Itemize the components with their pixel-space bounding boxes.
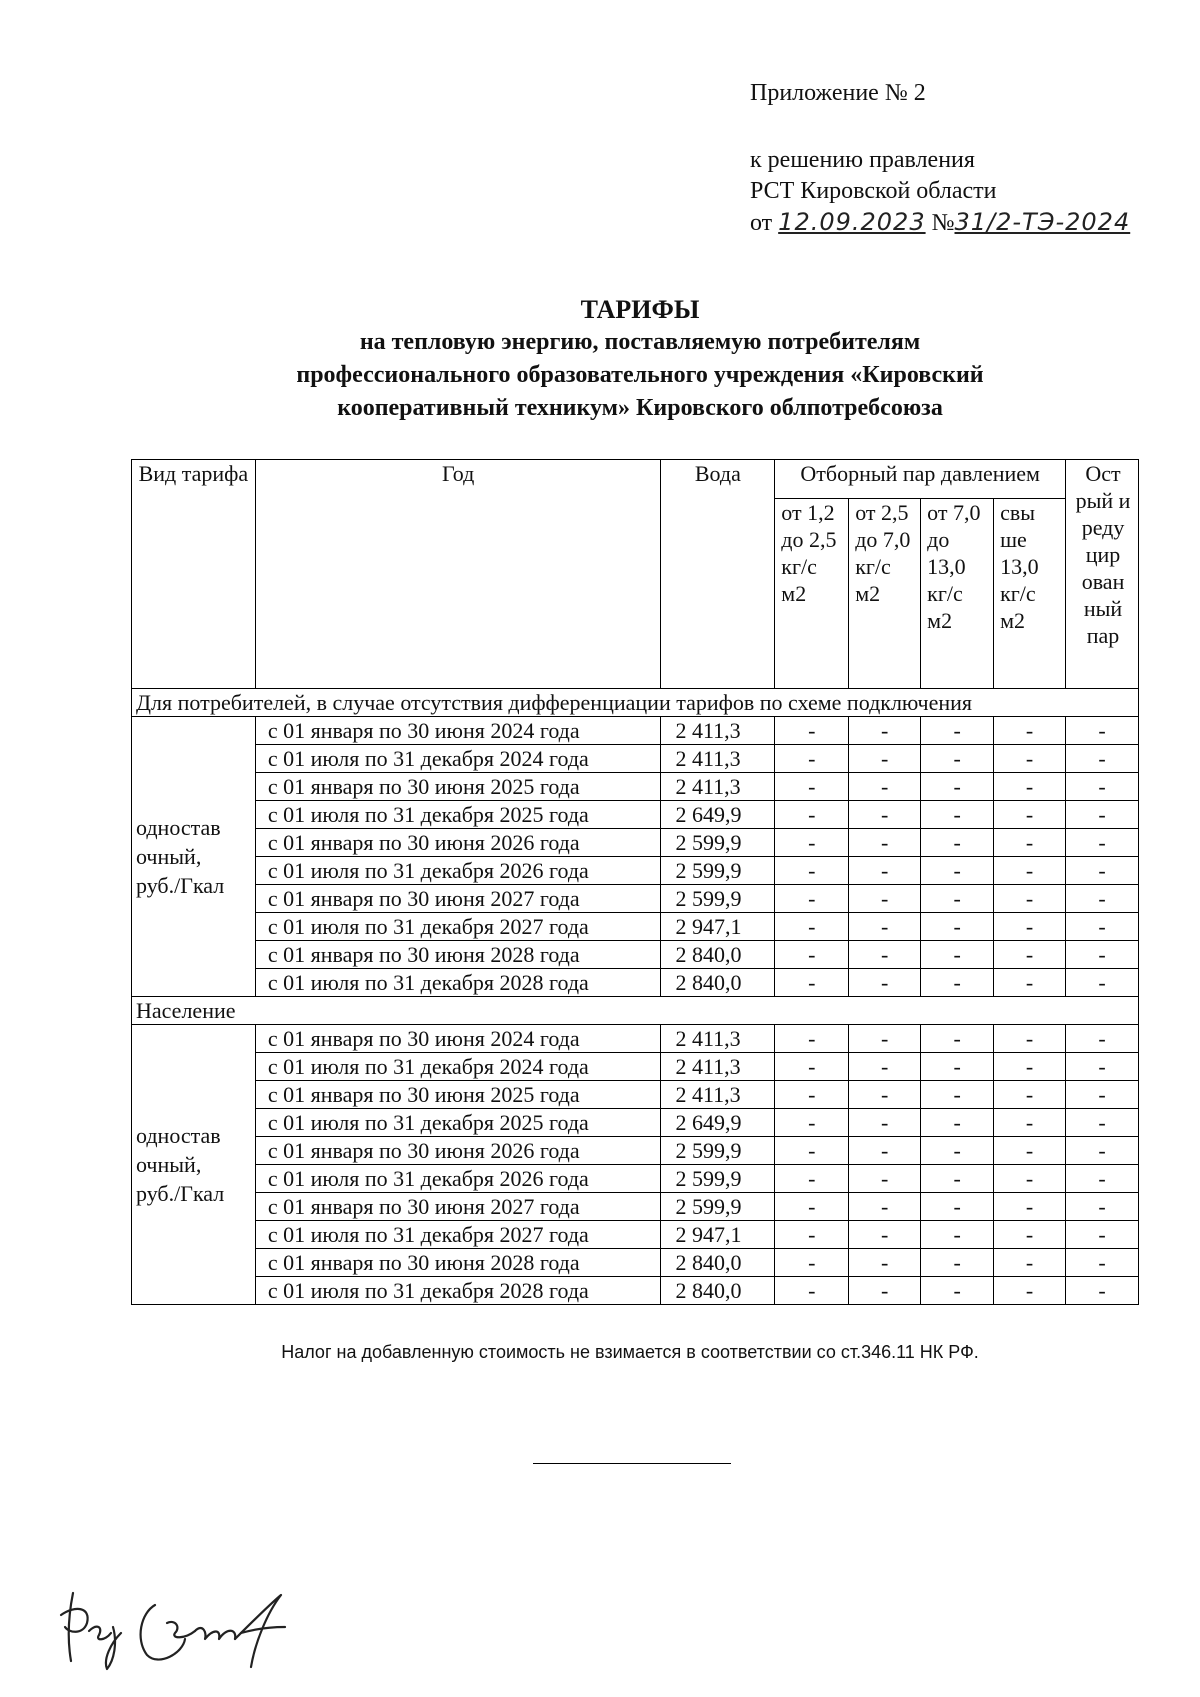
steam-1-cell: - bbox=[775, 1081, 849, 1109]
steam-2-cell: - bbox=[849, 1277, 921, 1305]
steam-1-cell: - bbox=[775, 745, 849, 773]
water-tariff-cell: 2 599,9 bbox=[661, 885, 775, 913]
water-tariff-cell: 2 411,3 bbox=[661, 1025, 775, 1053]
table-row bbox=[132, 1109, 1139, 1137]
sharp-steam-cell: - bbox=[1066, 1109, 1139, 1137]
steam-2-cell: - bbox=[849, 1081, 921, 1109]
steam-1-cell: - bbox=[775, 1109, 849, 1137]
period-cell: с 01 января по 30 июня 2028 года bbox=[255, 1249, 661, 1277]
steam-1-cell: - bbox=[775, 885, 849, 913]
header-kind: Вид тарифа bbox=[132, 460, 256, 689]
steam-2-cell: - bbox=[849, 857, 921, 885]
sharp-steam-cell: - bbox=[1066, 1137, 1139, 1165]
table-row bbox=[132, 1193, 1139, 1221]
period-cell: с 01 июля по 31 декабря 2024 года bbox=[255, 745, 661, 773]
table-row bbox=[132, 1137, 1139, 1165]
water-tariff-cell: 2 649,9 bbox=[661, 1109, 775, 1137]
steam-3-cell: - bbox=[921, 913, 994, 941]
steam-4-cell: - bbox=[994, 1249, 1066, 1277]
sharp-steam-cell: - bbox=[1066, 941, 1139, 969]
steam-3-cell: - bbox=[921, 1277, 994, 1305]
closing-rule bbox=[533, 1463, 731, 1464]
period-cell: с 01 января по 30 июня 2024 года bbox=[255, 717, 661, 745]
header-sharp-steam: Ост рый и реду цир ован ный пар bbox=[1066, 460, 1139, 689]
period-cell: с 01 июля по 31 декабря 2025 года bbox=[255, 801, 661, 829]
period-cell: с 01 июля по 31 декабря 2025 года bbox=[255, 1109, 661, 1137]
signature-icon bbox=[55, 1583, 315, 1678]
period-cell: с 01 июля по 31 декабря 2027 года bbox=[255, 913, 661, 941]
water-tariff-cell: 2 947,1 bbox=[661, 1221, 775, 1249]
sharp-steam-cell: - bbox=[1066, 745, 1139, 773]
vat-note: Налог на добавленную стоимость не взимается в соответствии со ст.346.11 НК РФ. bbox=[281, 1342, 979, 1362]
steam-3-cell: - bbox=[921, 801, 994, 829]
period-cell: с 01 января по 30 июня 2026 года bbox=[255, 1137, 661, 1165]
steam-3-cell: - bbox=[921, 1081, 994, 1109]
sharp-steam-cell: - bbox=[1066, 1025, 1139, 1053]
steam-4-cell: - bbox=[994, 1109, 1066, 1137]
period-cell: с 01 июля по 31 декабря 2028 года bbox=[255, 969, 661, 997]
water-tariff-cell: 2 840,0 bbox=[661, 941, 775, 969]
water-tariff-cell: 2 599,9 bbox=[661, 1165, 775, 1193]
sharp-steam-cell: - bbox=[1066, 717, 1139, 745]
section-row bbox=[132, 997, 1139, 1025]
steam-1-cell: - bbox=[775, 969, 849, 997]
steam-4-cell: - bbox=[994, 829, 1066, 857]
table-row bbox=[132, 913, 1139, 941]
header-steam-4: свы ше 13,0 кг/с м2 bbox=[994, 499, 1066, 689]
section-title: Для потребителей, в случае отсутствия дифференциации тарифов по схеме подключения bbox=[132, 689, 1139, 717]
steam-1-cell: - bbox=[775, 1137, 849, 1165]
steam-2-cell: - bbox=[849, 1137, 921, 1165]
steam-2-cell: - bbox=[849, 773, 921, 801]
table-row bbox=[132, 745, 1139, 773]
steam-1-cell: - bbox=[775, 1053, 849, 1081]
steam-2-cell: - bbox=[849, 829, 921, 857]
period-cell: с 01 июля по 31 декабря 2026 года bbox=[255, 1165, 661, 1193]
period-cell: с 01 января по 30 июня 2026 года bbox=[255, 829, 661, 857]
table-row bbox=[132, 717, 1139, 745]
sharp-steam-cell: - bbox=[1066, 1193, 1139, 1221]
table-row bbox=[132, 857, 1139, 885]
header-water: Вода bbox=[661, 460, 775, 689]
steam-3-cell: - bbox=[921, 1109, 994, 1137]
table-row bbox=[132, 1221, 1139, 1249]
steam-3-cell: - bbox=[921, 829, 994, 857]
steam-2-cell: - bbox=[849, 1109, 921, 1137]
sharp-steam-cell: - bbox=[1066, 801, 1139, 829]
steam-1-cell: - bbox=[775, 857, 849, 885]
water-tariff-cell: 2 599,9 bbox=[661, 829, 775, 857]
steam-1-cell: - bbox=[775, 913, 849, 941]
sharp-steam-cell: - bbox=[1066, 1053, 1139, 1081]
steam-2-cell: - bbox=[849, 885, 921, 913]
steam-2-cell: - bbox=[849, 717, 921, 745]
table-row bbox=[132, 1165, 1139, 1193]
steam-3-cell: - bbox=[921, 1137, 994, 1165]
appendix-date-line bbox=[750, 207, 1130, 239]
steam-1-cell: - bbox=[775, 941, 849, 969]
sharp-steam-cell: - bbox=[1066, 885, 1139, 913]
period-cell: с 01 января по 30 июня 2027 года bbox=[255, 885, 661, 913]
steam-4-cell: - bbox=[994, 941, 1066, 969]
steam-1-cell: - bbox=[775, 1025, 849, 1053]
steam-3-cell: - bbox=[921, 1221, 994, 1249]
steam-4-cell: - bbox=[994, 1221, 1066, 1249]
document-title bbox=[0, 293, 1200, 425]
water-tariff-cell: 2 649,9 bbox=[661, 801, 775, 829]
steam-4-cell: - bbox=[994, 1053, 1066, 1081]
water-tariff-cell: 2 840,0 bbox=[661, 969, 775, 997]
steam-2-cell: - bbox=[849, 801, 921, 829]
sharp-steam-cell: - bbox=[1066, 1081, 1139, 1109]
tariff-kind: одностав очный, руб./Гкал bbox=[132, 1025, 256, 1305]
water-tariff-cell: 2 411,3 bbox=[661, 717, 775, 745]
title-main: ТАРИФЫ bbox=[580, 295, 700, 324]
appendix-decision-line: к решению правления bbox=[750, 147, 975, 173]
sharp-steam-cell: - bbox=[1066, 857, 1139, 885]
table-row bbox=[132, 773, 1139, 801]
steam-4-cell: - bbox=[994, 969, 1066, 997]
steam-1-cell: - bbox=[775, 773, 849, 801]
steam-1-cell: - bbox=[775, 1165, 849, 1193]
sharp-steam-cell: - bbox=[1066, 913, 1139, 941]
steam-1-cell: - bbox=[775, 1193, 849, 1221]
water-tariff-cell: 2 599,9 bbox=[661, 1193, 775, 1221]
header-row-1 bbox=[132, 460, 1139, 499]
steam-2-cell: - bbox=[849, 969, 921, 997]
table-row bbox=[132, 829, 1139, 857]
steam-4-cell: - bbox=[994, 1137, 1066, 1165]
steam-3-cell: - bbox=[921, 717, 994, 745]
steam-2-cell: - bbox=[849, 1025, 921, 1053]
steam-3-cell: - bbox=[921, 1193, 994, 1221]
table-row bbox=[132, 1249, 1139, 1277]
steam-3-cell: - bbox=[921, 773, 994, 801]
steam-2-cell: - bbox=[849, 913, 921, 941]
water-tariff-cell: 2 599,9 bbox=[661, 857, 775, 885]
table-row bbox=[132, 1025, 1139, 1053]
table-row bbox=[132, 1053, 1139, 1081]
steam-3-cell: - bbox=[921, 969, 994, 997]
steam-4-cell: - bbox=[994, 913, 1066, 941]
steam-2-cell: - bbox=[849, 745, 921, 773]
number-prefix: № bbox=[931, 210, 955, 236]
table-row bbox=[132, 941, 1139, 969]
sharp-steam-cell: - bbox=[1066, 969, 1139, 997]
table-row bbox=[132, 1277, 1139, 1305]
table-row bbox=[132, 969, 1139, 997]
steam-1-cell: - bbox=[775, 829, 849, 857]
table-row bbox=[132, 1081, 1139, 1109]
steam-3-cell: - bbox=[921, 857, 994, 885]
tariff-table bbox=[131, 459, 1139, 1305]
sharp-steam-cell: - bbox=[1066, 829, 1139, 857]
period-cell: с 01 января по 30 июня 2025 года bbox=[255, 773, 661, 801]
sharp-steam-cell: - bbox=[1066, 773, 1139, 801]
period-cell: с 01 июля по 31 декабря 2027 года bbox=[255, 1221, 661, 1249]
period-cell: с 01 января по 30 июня 2024 года bbox=[255, 1025, 661, 1053]
period-cell: с 01 июля по 31 декабря 2026 года bbox=[255, 857, 661, 885]
section-row bbox=[132, 689, 1139, 717]
water-tariff-cell: 2 599,9 bbox=[661, 1137, 775, 1165]
water-tariff-cell: 2 411,3 bbox=[661, 1081, 775, 1109]
header-steam-2: от 2,5 до 7,0 кг/с м2 bbox=[849, 499, 921, 689]
steam-2-cell: - bbox=[849, 1053, 921, 1081]
steam-2-cell: - bbox=[849, 1249, 921, 1277]
water-tariff-cell: 2 840,0 bbox=[661, 1249, 775, 1277]
steam-1-cell: - bbox=[775, 801, 849, 829]
steam-4-cell: - bbox=[994, 1277, 1066, 1305]
steam-4-cell: - bbox=[994, 1081, 1066, 1109]
sharp-steam-cell: - bbox=[1066, 1221, 1139, 1249]
steam-3-cell: - bbox=[921, 1249, 994, 1277]
steam-4-cell: - bbox=[994, 801, 1066, 829]
tariff-kind: одностав очный, руб./Гкал bbox=[132, 717, 256, 997]
decision-number: 31/2-ТЭ-2024 bbox=[954, 208, 1131, 236]
period-cell: с 01 января по 30 июня 2025 года bbox=[255, 1081, 661, 1109]
steam-4-cell: - bbox=[994, 1025, 1066, 1053]
table-row bbox=[132, 801, 1139, 829]
decision-date: 12.09.2023 bbox=[778, 208, 926, 236]
steam-4-cell: - bbox=[994, 745, 1066, 773]
steam-4-cell: - bbox=[994, 773, 1066, 801]
appendix-block bbox=[750, 78, 1130, 239]
period-cell: с 01 января по 30 июня 2027 года bbox=[255, 1193, 661, 1221]
steam-2-cell: - bbox=[849, 1193, 921, 1221]
steam-4-cell: - bbox=[994, 885, 1066, 913]
steam-4-cell: - bbox=[994, 1193, 1066, 1221]
steam-4-cell: - bbox=[994, 1165, 1066, 1193]
table-row bbox=[132, 885, 1139, 913]
steam-1-cell: - bbox=[775, 717, 849, 745]
water-tariff-cell: 2 840,0 bbox=[661, 1277, 775, 1305]
steam-1-cell: - bbox=[775, 1277, 849, 1305]
title-line-1: на тепловую энергию, поставляемую потребителям bbox=[359, 329, 921, 355]
steam-3-cell: - bbox=[921, 941, 994, 969]
date-prefix: от bbox=[750, 210, 773, 236]
steam-4-cell: - bbox=[994, 857, 1066, 885]
period-cell: с 01 января по 30 июня 2028 года bbox=[255, 941, 661, 969]
section-title: Население bbox=[132, 997, 1139, 1025]
period-cell: с 01 июля по 31 декабря 2024 года bbox=[255, 1053, 661, 1081]
water-tariff-cell: 2 411,3 bbox=[661, 773, 775, 801]
steam-3-cell: - bbox=[921, 745, 994, 773]
steam-3-cell: - bbox=[921, 1025, 994, 1053]
steam-2-cell: - bbox=[849, 1221, 921, 1249]
water-tariff-cell: 2 411,3 bbox=[661, 1053, 775, 1081]
title-line-2: профессионального образовательного учреждения «Кировский bbox=[296, 362, 984, 388]
title-line-3: кооперативный техникум» Кировского облпотребсоюза bbox=[337, 395, 943, 421]
header-steam-group: Отборный пар давлением bbox=[775, 460, 1066, 499]
appendix-label: Приложение № 2 bbox=[750, 80, 926, 106]
sharp-steam-cell: - bbox=[1066, 1277, 1139, 1305]
header-year: Год bbox=[255, 460, 661, 689]
steam-1-cell: - bbox=[775, 1249, 849, 1277]
header-steam-3: от 7,0 до 13,0 кг/с м2 bbox=[921, 499, 994, 689]
sharp-steam-cell: - bbox=[1066, 1249, 1139, 1277]
water-tariff-cell: 2 411,3 bbox=[661, 745, 775, 773]
appendix-authority-line: РСТ Кировской области bbox=[750, 178, 997, 204]
steam-4-cell: - bbox=[994, 717, 1066, 745]
header-steam-1: от 1,2 до 2,5 кг/с м2 bbox=[775, 499, 849, 689]
steam-3-cell: - bbox=[921, 885, 994, 913]
steam-2-cell: - bbox=[849, 941, 921, 969]
steam-1-cell: - bbox=[775, 1221, 849, 1249]
water-tariff-cell: 2 947,1 bbox=[661, 913, 775, 941]
steam-3-cell: - bbox=[921, 1165, 994, 1193]
period-cell: с 01 июля по 31 декабря 2028 года bbox=[255, 1277, 661, 1305]
steam-2-cell: - bbox=[849, 1165, 921, 1193]
sharp-steam-cell: - bbox=[1066, 1165, 1139, 1193]
steam-3-cell: - bbox=[921, 1053, 994, 1081]
